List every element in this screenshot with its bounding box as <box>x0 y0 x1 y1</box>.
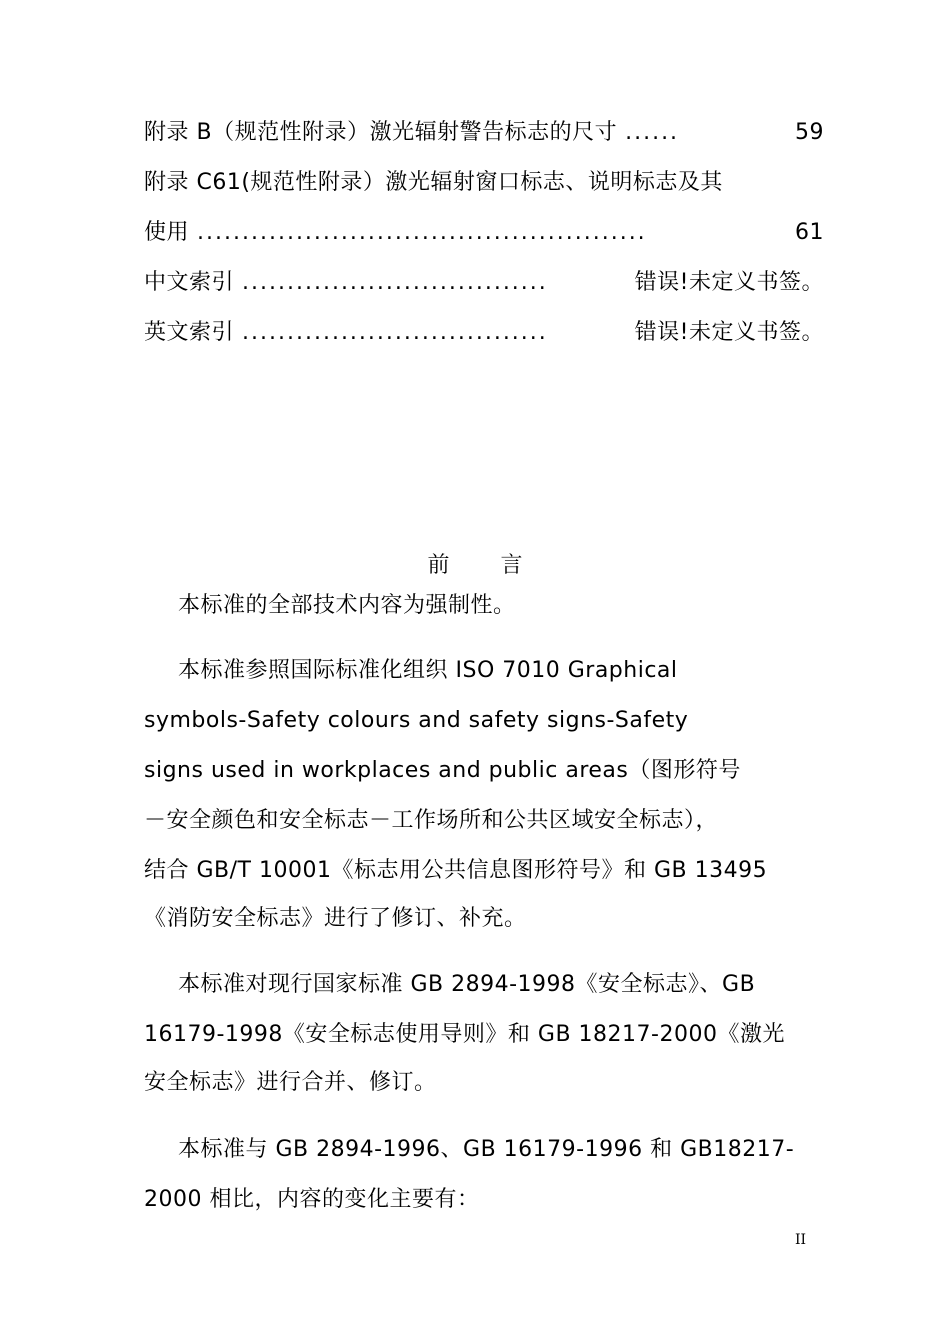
toc-leader-dots: .................................. <box>242 270 548 295</box>
paragraph-2-line-3: signs used in workplaces and public areas（图形符号 <box>144 758 741 783</box>
toc-entry-page: 错误!未定义书签。 <box>634 320 824 345</box>
paragraph-2-line-1: 本标准参照国际标准化组织 ISO 7010 Graphical <box>178 658 678 683</box>
toc-entry-appendix-c-continued[interactable] <box>144 218 824 248</box>
toc-leader-dots: .................................................. <box>197 220 647 245</box>
paragraph-3-line-3: 安全标志》进行合并、修订。 <box>144 1070 437 1095</box>
toc-entry-title: 英文索引 <box>144 320 235 345</box>
toc-entry-appendix-b[interactable] <box>144 118 824 148</box>
foreword-heading-char-2: 言 <box>500 553 523 578</box>
toc-entry-appendix-c[interactable] <box>144 168 824 198</box>
foreword-heading-char-1: 前 <box>427 553 450 578</box>
foreword-heading <box>0 548 950 579</box>
paragraph-4-line-2: 2000 相比，内容的变化主要有： <box>144 1187 480 1212</box>
toc-entry-page: 错误!未定义书签。 <box>634 270 824 295</box>
paragraph-2-line-2: symbols-Safety colours and safety signs-Safety <box>144 708 689 733</box>
paragraph-3-line-2: 16179-1998《安全标志使用导则》和 GB 18217-2000《激光 <box>144 1022 785 1047</box>
page-number: II <box>795 1232 807 1248</box>
toc-entry-english-index[interactable] <box>144 318 824 348</box>
paragraph-2-line-4: －安全颜色和安全标志－工作场所和公共区域安全标志）， <box>144 808 719 833</box>
toc-entry-chinese-index[interactable] <box>144 268 824 298</box>
toc-entry-title: 使用 <box>144 220 190 245</box>
paragraph-4-line-1: 本标准与 GB 2894-1996、GB 16179-1996 和 GB18217- <box>178 1137 795 1162</box>
toc-entry-title: 附录 B（规范性附录）激光辐射警告标志的尺寸 <box>144 120 618 145</box>
paragraph-2-line-5: 结合 GB/T 10001《标志用公共信息图形符号》和 GB 13495 <box>144 858 768 883</box>
toc-leader-dots: .................................. <box>242 320 548 345</box>
toc-leader-dots: ...... <box>625 120 680 145</box>
toc-entry-title: 附录 C61(规范性附录）激光辐射窗口标志、说明标志及其 <box>144 170 723 195</box>
paragraph-3-line-1: 本标准对现行国家标准 GB 2894-1998《安全标志》、GB <box>178 972 756 997</box>
paragraph-2-line-6: 《消防安全标志》进行了修订、补充。 <box>144 906 527 931</box>
paragraph-1: 本标准的全部技术内容为强制性。 <box>178 593 516 618</box>
toc-entry-page: 61 <box>795 220 824 245</box>
toc-entry-title: 中文索引 <box>144 270 235 295</box>
toc-entry-page: 59 <box>795 120 824 145</box>
